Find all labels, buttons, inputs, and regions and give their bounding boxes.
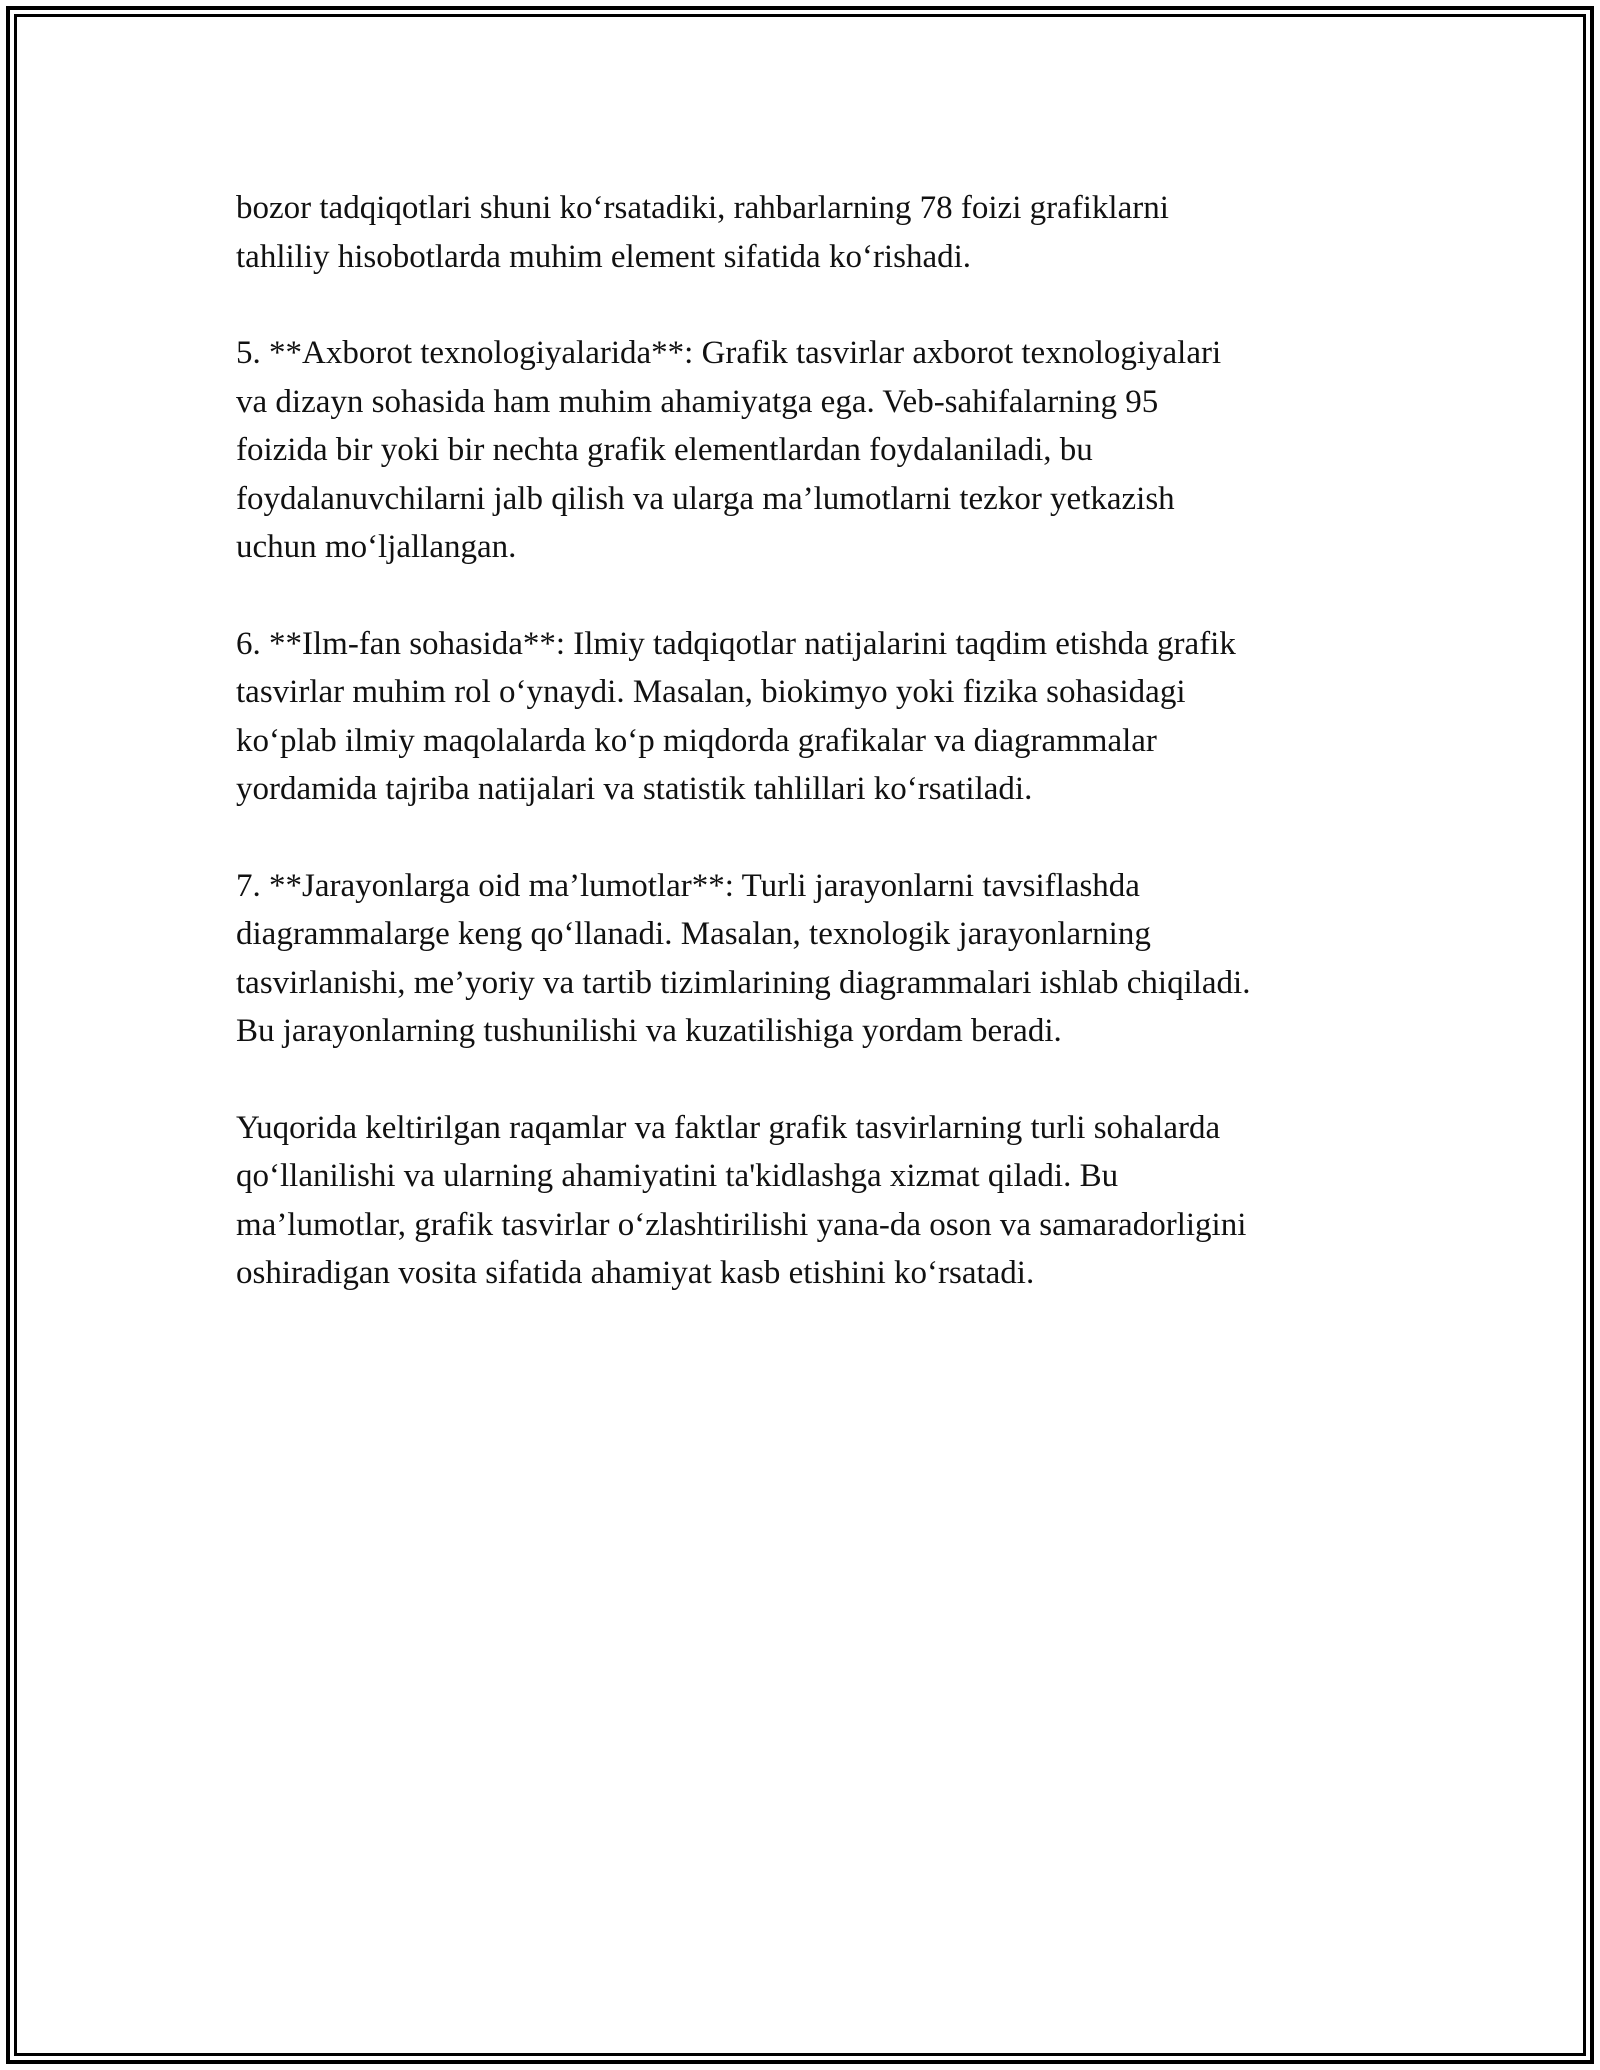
paragraph-item-5 [236,329,1376,572]
paragraph-intro-continuation [236,184,1376,281]
text-line: ma’lumotlar, grafik tasvirlar oʻzlashtirilishi yana-da oson va samaradorligini [236,1206,1247,1243]
text-line: foydalanuvchilarni jalb qilish va ularga ma’lumotlarni tezkor yetkazish [236,480,1175,517]
text-line: foizida bir yoki bir nechta grafik elementlardan foydalaniladi, bu [236,432,1093,468]
text-line: Yuqorida keltirilgan raqamlar va faktlar grafik tasvirlarning turli sohalarda [236,1109,1221,1146]
text-line: koʻplab ilmiy maqolalarda koʻp miqdorda grafikalar va diagrammalar [236,722,1157,759]
text-line: qoʻllanilishi va ularning ahamiyatini ta'kidlashga xizmat qiladi. Bu [236,1158,1119,1194]
text-line: 6. **Ilm-fan sohasida**: Ilmiy tadqiqotlar natijalarini taqdim etishda grafik [236,625,1236,662]
text-line: yordamida tajriba natijalari va statistik tahlillari koʻrsatiladi. [236,771,1033,807]
document-body [236,184,1376,1346]
text-line: diagrammalarge keng qoʻllanadi. Masalan, texnologik jarayonlarning [236,916,1151,952]
paragraph-item-7 [236,862,1376,1056]
text-line: tahliliy hisobotlarda muhim element sifatida koʻrishadi. [236,238,972,275]
text-line: uchun moʻljallangan. [236,529,517,565]
text-line: 7. **Jarayonlarga oid ma’lumotlar**: Turli jarayonlarni tavsiflashda [236,867,1140,904]
text-line: va dizayn sohasida ham muhim ahamiyatga ega. Veb-sahifalarning 95 [236,383,1159,420]
paragraph-item-6 [236,620,1376,814]
text-line: oshiradigan vosita sifatida ahamiyat kasb etishini koʻrsatadi. [236,1255,1035,1291]
text-line: tasvirlanishi, me’yoriy va tartib tizimlarining diagrammalari ishlab chiqiladi. [236,964,1251,1001]
paragraph-conclusion [236,1104,1376,1298]
text-line: Bu jarayonlarning tushunilishi va kuzatilishiga yordam beradi. [236,1013,1062,1049]
text-line: bozor tadqiqotlari shuni koʻrsatadiki, rahbarlarning 78 foizi grafiklarni [236,190,1169,226]
text-line: 5. **Axborot texnologiyalarida**: Grafik tasvirlar axborot texnologiyalari [236,335,1222,371]
text-line: tasvirlar muhim rol oʻynaydi. Masalan, biokimyo yoki fizika sohasidagi [236,674,1186,710]
